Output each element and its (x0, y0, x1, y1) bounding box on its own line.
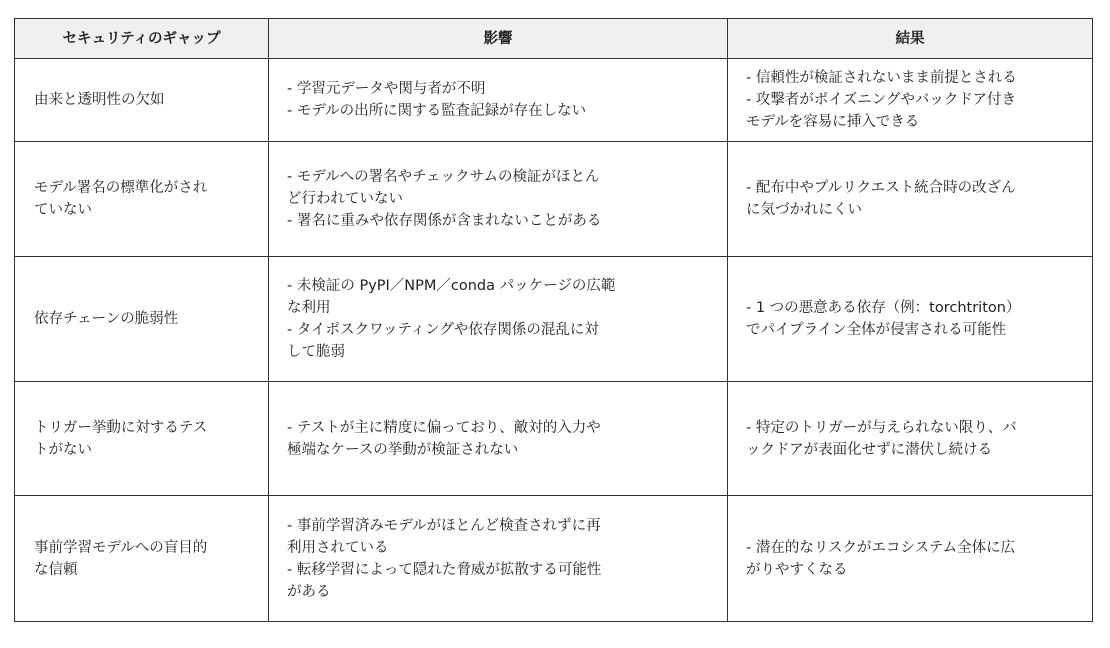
cell-text: - 潜在的なリスクがエコシステム全体に広 (746, 539, 1016, 556)
result-cell (728, 59, 1093, 142)
gap-cell (15, 382, 269, 496)
cell-text: ックドアが表面化せずに潜伏し続ける (746, 441, 993, 458)
table-row (15, 257, 1093, 382)
security-gap-table (14, 18, 1093, 622)
cell-text: - モデルの出所に関する監査記録が存在しない (287, 103, 587, 119)
cell-text: に気づかれにくい (746, 202, 862, 218)
impact-cell (269, 496, 728, 622)
cell-text: トがない (34, 441, 92, 458)
cell-text: ていない (34, 202, 92, 218)
cell-text: がある (287, 583, 331, 600)
result-cell (728, 142, 1093, 257)
cell-text: - 転移学習によって隠れた脅威が拡散する可能性 (287, 561, 602, 578)
table-row (15, 142, 1093, 257)
cell-text: 利用されている (287, 539, 389, 556)
cell-text: - 署名に重みや依存関係が含まれないことがある (287, 213, 602, 229)
impact-cell (269, 257, 728, 382)
table-row (15, 496, 1093, 622)
header-impact: 影響 (269, 19, 728, 59)
table-row (15, 59, 1093, 142)
cell-text: - 事前学習済みモデルがほとんど検査されずに再 (287, 517, 601, 534)
impact-cell (269, 382, 728, 496)
cell-text: な信頼 (34, 561, 78, 578)
cell-text: - 学習元データや関与者が不明 (287, 81, 486, 97)
cell-text: がりやすくなる (746, 561, 848, 578)
cell-text: - 信頼性が検証されないまま前提とされる (746, 70, 1017, 86)
cell-text: - テストが主に精度に偏っており、敵対的入力や (287, 419, 601, 436)
cell-text: でパイプライン全体が侵害される可能性 (746, 322, 1007, 338)
impact-cell (269, 142, 728, 257)
gap-cell (15, 496, 269, 622)
cell-text: 極端なケースの挙動が検証されない (287, 441, 519, 458)
cell-text: 事前学習モデルへの盲目的 (34, 539, 208, 556)
cell-text: して脆弱 (287, 344, 345, 360)
cell-text: な利用 (287, 300, 331, 316)
impact-cell (269, 59, 728, 142)
gap-cell (15, 142, 269, 257)
cell-text: モデルを容易に挿入できる (746, 114, 920, 130)
cell-text: - 特定のトリガーが与えられない限り、バ (746, 419, 1017, 436)
cell-text: 由来と透明性の欠如 (34, 92, 165, 108)
cell-text: ど行われていない (287, 191, 403, 207)
cell-text: - 1 つの悪意ある依存（例：torchtriton） (746, 300, 1021, 316)
cell-text: - タイポスクワッティングや依存関係の混乱に対 (287, 322, 599, 338)
result-cell (728, 496, 1093, 622)
cell-text: - モデルへの署名やチェックサムの検証がほとん (287, 169, 600, 185)
cell-text: トリガー挙動に対するテス (34, 419, 208, 436)
cell-text: 依存チェーンの脆弱性 (34, 311, 179, 327)
cell-text: - 攻撃者がポイズニングやバックドア付き (746, 92, 1016, 108)
gap-cell (15, 59, 269, 142)
header-gap: セキュリティのギャップ (15, 19, 269, 59)
gap-cell (15, 257, 269, 382)
header-row (15, 19, 1093, 59)
table-row (15, 382, 1093, 496)
result-cell (728, 382, 1093, 496)
cell-text: - 配布中やプルリクエスト統合時の改ざん (746, 180, 1016, 196)
cell-text: - 未検証の PyPI／NPM／conda パッケージの広範 (287, 278, 616, 294)
header-result: 結果 (728, 19, 1093, 59)
result-cell (728, 257, 1093, 382)
cell-text: モデル署名の標準化がされ (34, 180, 208, 196)
